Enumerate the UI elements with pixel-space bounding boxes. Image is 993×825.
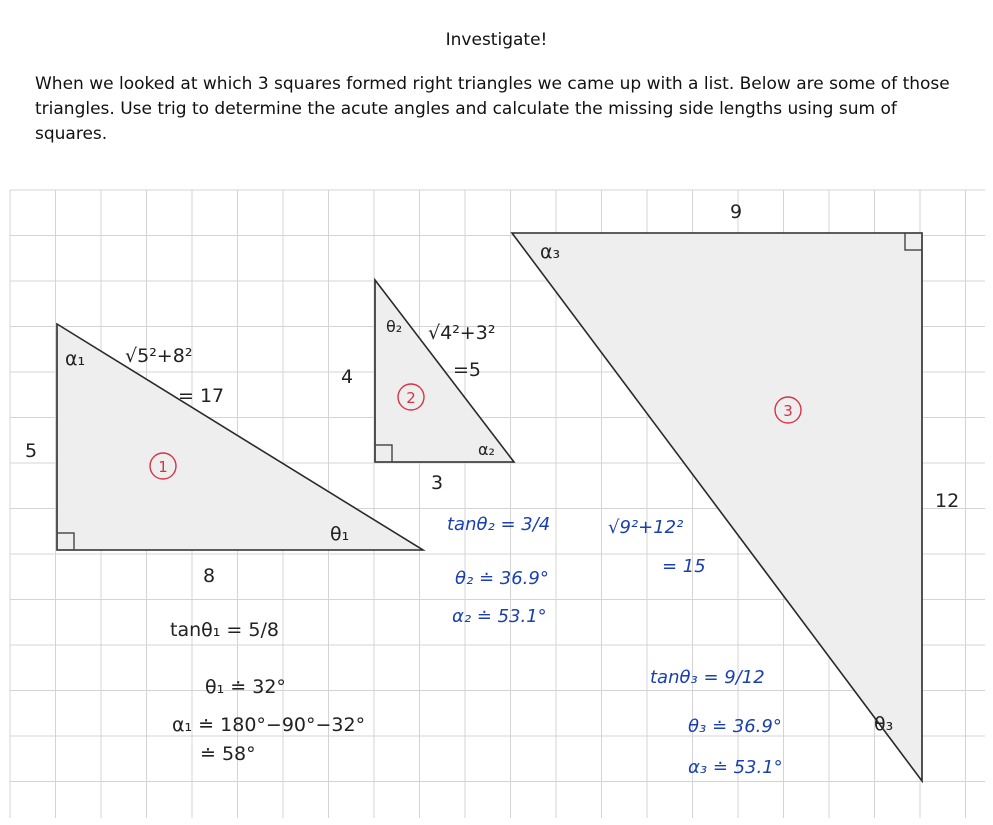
page-title: Investigate! (445, 30, 548, 50)
triangle-1-alpha-value: ≐ 58° (200, 743, 256, 765)
triangle-1-hypotenuse-result: = 17 (178, 385, 225, 407)
triangle-3-alpha-value: α₃ ≐ 53.1° (688, 757, 783, 778)
triangle-2-number: 2 (406, 389, 416, 407)
triangle-3-shape (512, 233, 922, 781)
triangle-1 (25, 324, 423, 765)
triangle-3-tan-equation: tanθ₃ = 9/12 (650, 667, 765, 688)
triangle-3-theta-value: θ₃ ≐ 36.9° (688, 716, 782, 737)
triangle-1-theta-value: θ₁ ≐ 32° (205, 676, 286, 698)
triangle-1-side-bottom: 8 (203, 565, 216, 587)
triangle-2-theta-value: θ₂ ≐ 36.9° (455, 568, 549, 589)
triangle-1-alpha-label: α₁ (65, 348, 86, 370)
triangle-3 (512, 201, 959, 781)
triangle-2-shape (375, 280, 514, 462)
triangle-2 (341, 280, 550, 627)
triangle-2-hypotenuse-result: =5 (453, 359, 482, 381)
triangle-3-hypotenuse-expression: √9²+12² (608, 517, 684, 538)
triangle-1-theta-label: θ₁ (330, 523, 350, 545)
triangle-3-number: 3 (783, 402, 793, 420)
triangle-1-shape (57, 324, 423, 550)
triangle-3-side-top: 9 (730, 201, 743, 223)
triangle-1-hypotenuse-expression: √5²+8² (125, 345, 193, 367)
triangle-2-alpha-value: α₂ ≐ 53.1° (452, 606, 547, 627)
triangle-2-side-bottom: 3 (431, 472, 444, 494)
triangle-2-alpha-label: α₂ (478, 440, 495, 459)
triangle-1-alpha-equation: α₁ ≐ 180°−90°−32° (172, 714, 366, 736)
triangle-3-hypotenuse-result: = 15 (662, 556, 706, 577)
triangle-2-theta-label: θ₂ (386, 317, 403, 336)
triangle-2-side-left: 4 (341, 366, 354, 388)
triangle-3-alpha-label: α₃ (540, 241, 561, 263)
triangle-1-number: 1 (158, 458, 168, 476)
instructions-paragraph: When we looked at which 3 squares formed right triangles we came up with a list. Below are some of those triangles. Use trig to determine the acute angles and calculate the missing side lengths using sum of squares. (35, 74, 950, 144)
triangle-2-hypotenuse-expression: √4²+3² (428, 322, 496, 344)
triangle-3-side-right: 12 (935, 490, 960, 512)
triangle-2-tan-equation: tanθ₂ = 3/4 (447, 514, 551, 535)
triangle-1-side-left: 5 (25, 440, 38, 462)
triangle-1-tan-equation: tanθ₁ = 5/8 (170, 619, 279, 641)
triangle-3-theta-label: θ₃ (874, 713, 894, 735)
